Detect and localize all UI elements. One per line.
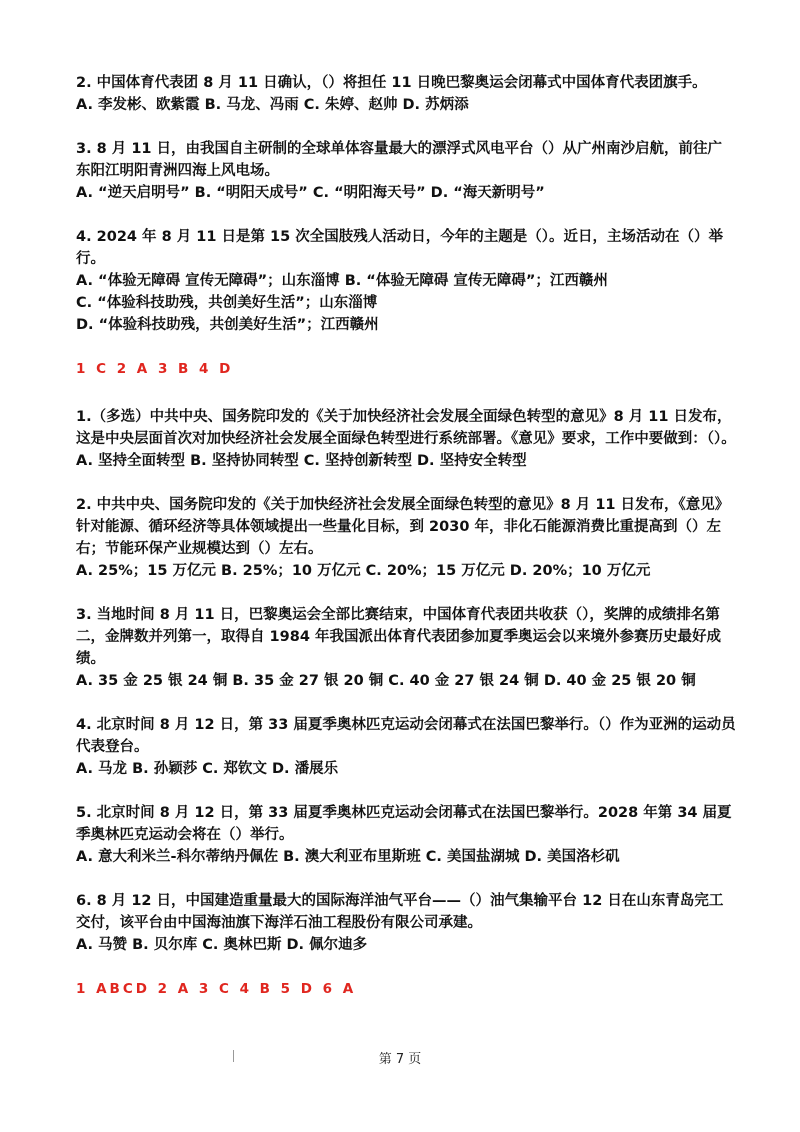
question-block [76, 890, 736, 956]
question-options: A. 意大利米兰-科尔蒂纳丹佩佐 B. 澳大利亚布里斯班 C. 美国盐湖城 D. 美国洛杉矶 [76, 849, 620, 865]
question-stem: 4. 北京时间 8 月 12 日，第 33 届夏季奥林匹克运动会闭幕式在法国巴黎举行。（）作为亚洲的运动员代表登台。 [76, 717, 736, 755]
page-number: 第 7 页 [378, 1052, 422, 1067]
question-block [76, 494, 736, 582]
question-stem: 2. 中国体育代表团 8 月 11 日确认，（）将担任 11 日晚巴黎奥运会闭幕式中国体育代表团旗手。 [76, 75, 707, 91]
answer-key: 1 ABCD 2 A 3 C 4 B 5 D 6 A [76, 981, 357, 997]
question-options: C. “体验科技助残，共创美好生活”；山东淄博 [76, 295, 378, 311]
question-options: A. 坚持全面转型 B. 坚持协同转型 C. 坚持创新转型 D. 坚持安全转型 [76, 453, 527, 469]
question-block [76, 138, 736, 204]
question-options: A. “体验无障碍 宣传无障碍”；山东淄博 B. “体验无障碍 宣传无障碍”；江西赣州 [76, 273, 608, 289]
question-block [76, 604, 736, 692]
question-options: A. 马赞 B. 贝尔库 C. 奥林巴斯 D. 佩尔迪多 [76, 937, 368, 953]
question-options: A. “逆天启明号” B. “明阳天成号” C. “明阳海天号” D. “海天新明号” [76, 185, 545, 201]
question-stem: 6. 8 月 12 日，中国建造重量最大的国际海洋油气平台——（）油气集输平台 12 日在山东青岛完工交付，该平台由中国海油旗下海洋石油工程股份有限公司承建。 [76, 893, 724, 931]
question-options: A. 35 金 25 银 24 铜 B. 35 金 27 银 20 铜 C. 40 金 27 银 24 铜 D. 40 金 25 银 20 铜 [76, 673, 696, 689]
question-block [76, 714, 736, 780]
question-block [76, 72, 736, 116]
question-block [76, 802, 736, 868]
question-stem: 4. 2024 年 8 月 11 日是第 15 次全国肢残人活动日，今年的主题是（）。近日，主场活动在（）举行。 [76, 229, 724, 267]
question-options: A. 马龙 B. 孙颖莎 C. 郑钦文 D. 潘展乐 [76, 761, 339, 777]
question-block [76, 226, 736, 336]
question-stem: 3. 8 月 11 日，由我国自主研制的全球单体容量最大的漂浮式风电平台（）从广州南沙启航，前往广东阳江明阳青洲四海上风电场。 [76, 141, 723, 179]
question-stem: 5. 北京时间 8 月 12 日，第 33 届夏季奥林匹克运动会闭幕式在法国巴黎举行。2028 年第 34 届夏季奥林匹克运动会将在（）举行。 [76, 805, 732, 843]
document-content [76, 72, 736, 1026]
question-stem: 1.（多选）中共中央、国务院印发的《关于加快经济社会发展全面绿色转型的意见》8 月 11 日发布，这是中央层面首次对加快经济社会发展全面绿色转型进行系统部署。《意见》要求，工作中要做到：（）。 [76, 409, 736, 447]
question-stem: 2. 中共中央、国务院印发的《关于加快经济社会发展全面绿色转型的意见》8 月 11 日发布，《意见》针对能源、循环经济等具体领域提出一些量化目标，到 2030 年，非化石能源消费比重提高到（）左右；节能环保产业规模达到（）左右。 [76, 497, 730, 557]
question-options: A. 25%；15 万亿元 B. 25%；10 万亿元 C. 20%；15 万亿元 D. 20%；10 万亿元 [76, 563, 651, 579]
answer-key: 1 C 2 A 3 B 4 D [76, 361, 234, 377]
question-stem: 3. 当地时间 8 月 11 日，巴黎奥运会全部比赛结束，中国体育代表团共收获（），奖牌的成绩排名第二，金牌数并列第一，取得自 1984 年我国派出体育代表团参加夏季奥运会以来境外参赛历史最好成绩。 [76, 607, 721, 667]
question-options: D. “体验科技助残，共创美好生活”；江西赣州 [76, 317, 379, 333]
question-options: A. 李发彬、欧紫霞 B. 马龙、冯雨 C. 朱婷、赵帅 D. 苏炳添 [76, 97, 469, 113]
question-block [76, 406, 736, 472]
